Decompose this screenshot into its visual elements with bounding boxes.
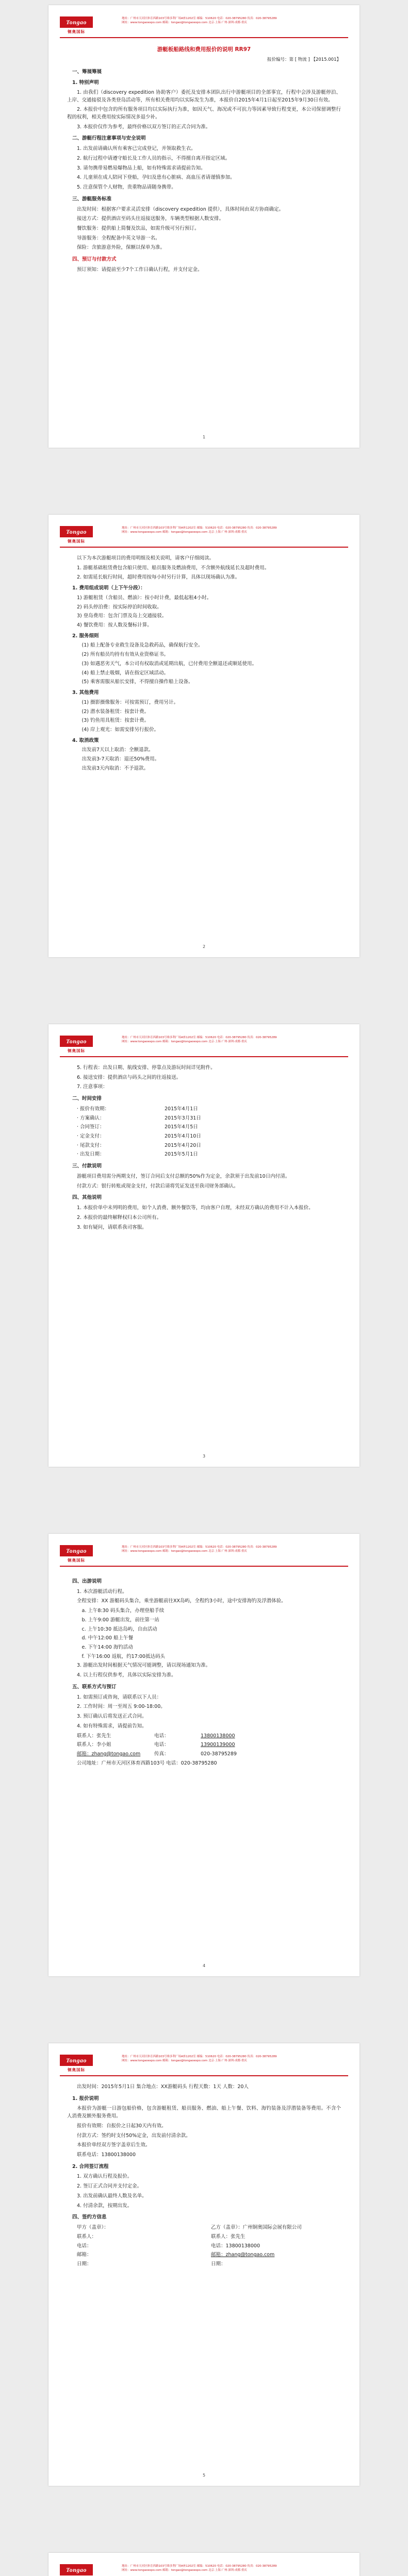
letterhead-line: 地址：广州市天河区体育西路103号维多利广场A座1202室 邮编：510620 电话：020-38795280 传真：020-38795289 — [122, 527, 277, 530]
letterhead-line: 网址：www.tongaoexpo.com 邮箱：tongao@tongaoexpo.com 北京·上海·广州·深圳·成都·重庆 — [122, 531, 247, 534]
letterhead-line: 地址：广州市天河区体育西路103号维多利广场A座1202室 邮编：510620 电话：020-38795280 传真：020-38795289 — [122, 1546, 277, 1549]
contact-row — [67, 1733, 341, 1740]
schedule-label: · 尾款支付： — [77, 1142, 105, 1148]
logo-cn: 铜奥国际 — [68, 1048, 85, 1053]
page-number: 1 — [202, 434, 206, 439]
contact-phone[interactable]: 13800138000 — [201, 1733, 235, 1739]
list-item: 2) 码头停泊费：按实际停泊时间收取。 — [77, 604, 162, 610]
list-item: 2. 工作时间：周一至周五 9:00-18:00。 — [77, 1704, 166, 1710]
section-heading: 四、预订与付款方式 — [72, 257, 117, 263]
letterhead-line: 网址：www.tongaoexpo.com 邮箱：tongao@tongaoexpo.com 北京·上海·广州·深圳·成都·重庆 — [122, 1550, 247, 1553]
paragraph: 以下为本次游艇项目的费用明细及相关说明，请客户仔细阅读。 — [77, 555, 215, 561]
list-item: 3. 预订确认后将发送正式合同。 — [77, 1714, 147, 1720]
party-b-field: 日期： — [211, 2261, 226, 2267]
letterhead-rule — [60, 1056, 348, 1057]
section-heading: 二、时间安排 — [72, 1096, 102, 1102]
paragraph: 1. 由我们（discovery expedition 协助客户）委托及安排本团队出行中游艇项目的全部事宜，行程中会涉及游艇停泊、上岸、交通接驳及各类登岛活动等，所有相关费用均以实际发生为准，本报价自2015年4月1日起至2015年9月30日有效。 — [67, 89, 341, 103]
list-item: (1) 摄影摄像服务：可按需预订，费用另计。 — [81, 699, 178, 705]
party-b-field: 电话：13800138000 — [211, 2243, 260, 2249]
letterhead — [60, 2055, 348, 2076]
paragraph: 出发时间：根据客户要求灵活安排（discovery expedition 提供），具体时间由双方协商确定。 — [77, 206, 284, 212]
subsection-heading: 4. 取消政策 — [72, 737, 99, 743]
letterhead-rule — [60, 1566, 348, 1567]
paragraph: 接送方式：提供酒店至码头往返接送服务，车辆类型根据人数安排。 — [77, 216, 224, 222]
company-logo — [60, 2564, 93, 2576]
page-body — [67, 1574, 341, 1956]
section-heading: 1. 报价说明 — [72, 2095, 99, 2102]
contact-row — [67, 1751, 341, 1758]
company-logo — [60, 1036, 93, 1054]
party-b-field: 乙方（盖章）：广州铜奥国际会展有限公司 — [211, 2225, 302, 2231]
list-item: 1. 如需预订或咨询，请联系以下人员： — [77, 1694, 162, 1700]
paragraph: 付款方式：银行转账或现金支付，付款后请将凭证发送至我司财务部确认。 — [77, 1183, 239, 1189]
list-item: (2) 所有船员均持有有效从业资格证书。 — [81, 652, 169, 658]
document-title: 游艇板船路线和费用报价的说明 RR97 — [157, 46, 251, 53]
section-heading: 五、联系方式与预订 — [72, 1684, 117, 1690]
schedule-label: · 出发日期： — [77, 1151, 105, 1158]
contact-role: 传真： — [154, 1751, 169, 1757]
list-item: 3. 出发前确认最终人数及名单。 — [77, 2193, 147, 2199]
list-item: 3) 登岛费用：包含门票及岛上交通接驳。 — [77, 613, 167, 619]
letterhead-line: 地址：广州市天河区体育西路103号维多利广场A座1202室 邮编：510620 电话：020-38795280 传真：020-38795289 — [122, 2055, 277, 2058]
page-body — [67, 45, 341, 427]
paragraph: 游艇项目费用需分两期支付，签订合同后支付总额的50%作为定金，余款须于出发前10日内付清。 — [77, 1173, 290, 1179]
subsection-heading: 1. 费用组成说明（上下午分段）： — [72, 585, 145, 591]
itinerary-item: a. 上午8:30 码头集合，办理登船手续 — [81, 1608, 165, 1614]
list-item: 4. 以上行程仅供参考，具体以实际安排为准。 — [77, 1672, 176, 1679]
list-item: (3) 如遇恶劣天气，本公司有权取消或延期出航，已付费用全额退还或顺延使用。 — [81, 660, 257, 667]
schedule-value: 2015年4月10日 — [165, 1133, 201, 1140]
section-heading: 2. 合同签订流程 — [72, 2163, 109, 2170]
list-item: 出发前3-7天取消：退还50%费用。 — [81, 756, 160, 762]
letterhead-rule — [60, 547, 348, 548]
paragraph: 本报价单经双方签字盖章后生效。 — [77, 2142, 151, 2148]
letterhead-contact — [122, 2564, 307, 2572]
paragraph: 联系电话：13800138000 — [77, 2152, 136, 2158]
contact-row — [67, 1741, 341, 1749]
page-3 — [48, 1024, 360, 1467]
party-a-field: 邮箱： — [77, 2252, 92, 2258]
letterhead-line: 网址：www.tongaoexpo.com 邮箱：tongao@tongaoexpo.com 北京·上海·广州·深圳·成都·重庆 — [122, 2569, 247, 2572]
list-item: (3) 钓鱼用具租赁：按套计费。 — [81, 718, 149, 724]
paragraph: 3. 本报价仅作为参考，最终价格以双方签订的正式合同为准。 — [77, 124, 211, 130]
contact-fax: 020-38795289 — [201, 1751, 237, 1757]
list-item: 4. 儿童须在成人陪同下登船，孕妇及患有心脏病、高血压者请谨慎参加。 — [77, 175, 235, 181]
letterhead-contact — [122, 2055, 307, 2063]
signature-row — [67, 2233, 341, 2241]
signature-row — [67, 2251, 341, 2259]
logo-mark: Tongao — [60, 2055, 93, 2066]
section-heading: 三、游艇服务标准 — [72, 196, 112, 202]
letterhead-rule — [60, 37, 348, 38]
contact-phone[interactable]: 13900139000 — [201, 1742, 235, 1748]
schedule-label: · 合同签订： — [77, 1124, 105, 1130]
itinerary-item: b. 上午9:00 游艇出发，前往第一站 — [81, 1617, 159, 1623]
party-b-field: 联系人：张先生 — [211, 2233, 246, 2240]
list-item: 4. 付清余款，按期出发。 — [77, 2202, 133, 2209]
schedule-row — [67, 1133, 341, 1141]
party-a-field: 电话： — [77, 2243, 92, 2249]
schedule-row — [67, 1106, 341, 1113]
schedule-value: 2015年5月1日 — [165, 1151, 198, 1158]
paragraph: 预订须知：请提前至少7个工作日确认行程，并支付定金。 — [77, 266, 203, 273]
signature-row — [67, 2224, 341, 2232]
itinerary-item: f. 下午16:00 返航，约17:00抵达码头 — [81, 1653, 165, 1659]
signature-row — [67, 2261, 341, 2268]
letterhead-contact — [122, 16, 307, 25]
page-body — [67, 1064, 341, 1446]
page-6 — [48, 2553, 360, 2576]
list-item: 1) 游艇租赁（含船员、燃油）：按小时计费，最低起租4小时。 — [77, 595, 212, 601]
schedule-label: · 定金支付： — [77, 1133, 105, 1140]
contact-role: 电话： — [154, 1733, 169, 1739]
letterhead-line: 地址：广州市天河区体育西路103号维多利广场A座1202室 邮编：510620 电话：020-38795280 传真：020-38795289 — [122, 17, 277, 20]
document — [0, 5, 408, 2576]
page-number: 3 — [202, 1453, 206, 1459]
paragraph: 1. 游艇基础租赁费包含船只使用、船员服务及燃油费用，不含额外航线延长及超时费用。 — [77, 565, 270, 571]
paragraph: 本报价为游艇一日游包船价格，包含游艇租赁、船员服务、燃油、船上午餐、饮料、海钓装备及浮潜装备等费用。不含个人消费及额外服务费用。 — [67, 2106, 341, 2120]
paragraph: 餐饮服务：提供船上简餐及饮品，如需升级可另行预订。 — [77, 225, 200, 231]
list-item: 4. 如有特殊需求，请提前告知。 — [77, 1723, 147, 1729]
company-logo — [60, 526, 93, 545]
list-item: 1. 出发前请确认所有乘客已完成登记，并领取救生衣。 — [77, 146, 196, 152]
page-body — [67, 2083, 341, 2465]
letterhead — [60, 1036, 348, 1057]
section-heading: 四、出游说明 — [72, 1579, 102, 1584]
logo-mark: Tongao — [60, 2564, 93, 2575]
paragraph: 导游服务：全程配备中英文导游一名。 — [77, 235, 160, 241]
list-item: 3. 游艇出发时间根据天气情况可能调整，请以现场通知为准。 — [77, 1663, 211, 1669]
contact-name: 联系人：张先生 — [77, 1733, 111, 1739]
letterhead — [60, 2564, 348, 2576]
page-5 — [48, 2043, 360, 2486]
letterhead-contact — [122, 1545, 307, 1553]
page-number: 5 — [202, 2472, 206, 2478]
page-1 — [48, 5, 360, 448]
paragraph: 保险：含旅游意外险，保额以保单为准。 — [77, 245, 166, 251]
logo-cn: 铜奥国际 — [68, 2067, 85, 2072]
party-b-email-link[interactable]: 邮箱：zhang@tongao.com — [211, 2252, 275, 2258]
itinerary-item: e. 下午14:00 海钓活动 — [81, 1645, 133, 1651]
list-item: 7. 注意事项： — [77, 1084, 108, 1090]
schedule-value: 2015年4月1日 — [165, 1106, 198, 1112]
letterhead — [60, 1545, 348, 1567]
list-item: 5. 注意保管个人财物，贵重物品请随身携带。 — [77, 184, 176, 191]
list-item: 1. 本次游艇活动行程。 — [77, 1588, 127, 1595]
party-a-field: 日期： — [77, 2261, 92, 2267]
logo-cn: 铜奥国际 — [68, 539, 85, 544]
itinerary-item: d. 中午12:00 船上午餐 — [81, 1635, 133, 1641]
schedule-value: 2015年3月31日 — [165, 1115, 201, 1121]
contact-name: 联系人：李小姐 — [77, 1742, 111, 1748]
list-item: 2. 本报价的最终解释权归本公司所有。 — [77, 1214, 162, 1221]
page-number: 2 — [202, 944, 206, 949]
logo-mark: Tongao — [60, 1545, 93, 1556]
logo-mark: Tongao — [60, 16, 93, 28]
list-item: (4) 船上禁止吸烟，请在指定区域活动。 — [81, 670, 169, 676]
logo-cn: 铜奥国际 — [68, 1558, 85, 1563]
company-address: 公司地址：广州市天河区体育西路103号 电话：020-38795280 — [77, 1760, 217, 1766]
letterhead-line: 网址：www.tongaoexpo.com 邮箱：tongao@tongaoexpo.com 北京·上海·广州·深圳·成都·重庆 — [122, 2059, 247, 2062]
party-a-field: 甲方（盖章）： — [77, 2225, 109, 2231]
quote-number: 报价编号：第 [ 物流 ] 【2015.001】 — [267, 57, 341, 63]
schedule-row — [67, 1142, 341, 1150]
paragraph: 2. 本报价中包含的所有服务项目均以实际执行为准，如因天气、海况或不可抗力等因素导致行程变更，本公司保留调整行程的权利，相关费用按实际情况多退少补。 — [67, 107, 341, 121]
list-item: (5) 乘客需服从船长安排，不得擅自操作船上设备。 — [81, 679, 193, 685]
letterhead-line: 地址：广州市天河区体育西路103号维多利广场A座1202室 邮编：510620 电话：020-38795280 传真：020-38795289 — [122, 2565, 277, 2568]
list-item: 3. 请勿携带易燃易爆物品上船，如有特殊需求请提前告知。 — [77, 165, 206, 171]
list-item: 1. 双方确认行程及报价。 — [77, 2174, 133, 2180]
list-item: (2) 潜水装备租赁：按套计费。 — [81, 708, 149, 715]
subsection-heading: 3. 其他费用 — [72, 690, 99, 696]
list-item: 1. 本报价单中未列明的费用，如个人消费、额外餐饮等，均由客户自理，未经双方确认的费用不计入本报价。 — [77, 1205, 314, 1211]
list-item: 出发前3天内取消：不予退款。 — [81, 765, 149, 771]
company-logo — [60, 1545, 93, 1564]
list-item: 4) 餐饮费用：按人数及餐标计算。 — [77, 622, 152, 629]
schedule-row — [67, 1115, 341, 1123]
list-item: (1) 船上配备专业救生设备及急救药品，确保航行安全。 — [81, 642, 203, 649]
schedule-value: 2015年4月20日 — [165, 1142, 201, 1148]
subsection-heading: 1. 特别声明 — [72, 80, 99, 86]
company-logo — [60, 16, 93, 35]
letterhead-rule — [60, 2075, 348, 2076]
schedule-row — [67, 1124, 341, 1131]
signature-row — [67, 2243, 341, 2250]
trip-summary: 出发时间：2015年5月1日 集合地点：XX游艇码头 行程天数：1天 人数：20人 — [77, 2084, 249, 2090]
schedule-label: · 报价有效期： — [77, 1106, 110, 1112]
page-body — [67, 555, 341, 937]
paragraph: 全程安排：XX 游艇码头集合，乘坐游艇前往XX岛屿，全程约3小时，途中安排海钓及浮潜体验。 — [77, 1598, 286, 1604]
paragraph: 付款方式：签约时支付50%定金，出发前付清余款。 — [77, 2132, 191, 2139]
contact-role: 电话： — [154, 1742, 169, 1748]
list-item: 6. 接送安排：提供酒店与码头之间的往返接送。 — [77, 1074, 182, 1080]
company-logo — [60, 2055, 93, 2073]
paragraph: 2. 如需延长航行时间，超时费用按每小时另行计算，具体以现场确认为准。 — [77, 574, 240, 581]
page-2 — [48, 515, 360, 957]
letterhead-contact — [122, 526, 307, 534]
schedule-value: 2015年4月5日 — [165, 1124, 198, 1130]
letterhead-line: 网址：www.tongaoexpo.com 邮箱：tongao@tongaoexpo.com 北京·上海·广州·深圳·成都·重庆 — [122, 1040, 247, 1043]
section-heading: 四、签约方信息 — [72, 2214, 107, 2221]
page-4 — [48, 1534, 360, 1976]
letterhead — [60, 526, 348, 548]
contact-email-link[interactable]: 邮箱：zhang@tongao.com — [77, 1751, 141, 1757]
list-item: 出发前7天以上取消：全额退款。 — [81, 747, 154, 753]
paragraph: 报价有效期：自报价之日起30天内有效。 — [77, 2123, 167, 2129]
list-item: 2. 签订正式合同并支付定金。 — [77, 2183, 142, 2190]
list-item: 3. 如有疑问，请联系我司客服。 — [77, 1224, 147, 1230]
itinerary-item: c. 上午10:30 抵达岛屿，自由活动 — [81, 1626, 157, 1632]
letterhead — [60, 16, 348, 38]
schedule-row — [67, 1151, 341, 1159]
schedule-label: · 方案确认： — [77, 1115, 105, 1121]
party-a-field: 联系人： — [77, 2233, 97, 2240]
logo-mark: Tongao — [60, 526, 93, 537]
section-heading: 四、其他说明 — [72, 1195, 102, 1201]
logo-cn: 铜奥国际 — [68, 29, 85, 34]
letterhead-contact — [122, 1036, 307, 1044]
section-heading: 三、付款说明 — [72, 1163, 102, 1170]
letterhead-line: 地址：广州市天河区体育西路103号维多利广场A座1202室 邮编：510620 电话：020-38795280 传真：020-38795289 — [122, 1036, 277, 1039]
section-heading: 二、游艇行程注意事项与安全说明 — [72, 135, 146, 142]
logo-mark: Tongao — [60, 1036, 93, 1047]
list-item: 5. 行程表：出发日期、航线安排、停靠点及游玩时间详见附件。 — [77, 1065, 216, 1071]
list-item: 2. 航行过程中请遵守船长及工作人员的指示，不得擅自离开指定区域。 — [77, 155, 231, 161]
section-heading: 一、筹展筹展 — [72, 69, 102, 75]
list-item: (4) 岸上观光：如需安排另行报价。 — [81, 726, 159, 733]
letterhead-line: 网址：www.tongaoexpo.com 邮箱：tongao@tongaoexpo.com 北京·上海·广州·深圳·成都·重庆 — [122, 21, 247, 24]
page-number: 4 — [202, 1963, 206, 1968]
subsection-heading: 2. 服务细则 — [72, 633, 99, 639]
